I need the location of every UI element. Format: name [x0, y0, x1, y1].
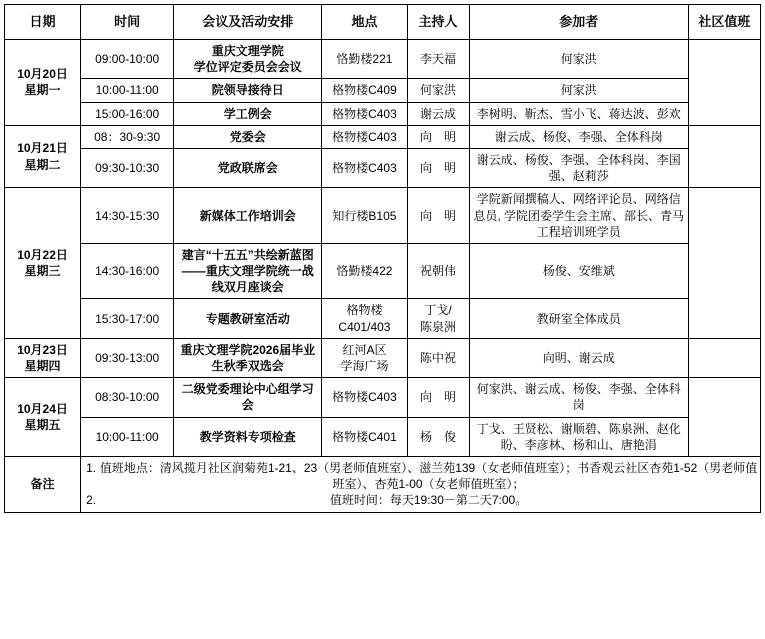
event-time-cell: 08：30-9:30	[81, 125, 174, 148]
event-location-cell: 恪勤楼422	[322, 243, 407, 299]
day-date-cell: 10月23日 星期四	[5, 338, 81, 377]
schedule-table	[4, 4, 761, 513]
event-title-cell: 建言“十五五”共绘新蓝图——重庆文理学院统一战线双月座谈会	[174, 243, 322, 299]
event-host-cell: 向 明	[407, 148, 469, 187]
event-participants-cell: 丁戈、王贤松、谢顺碧、陈泉洲、赵化盼、李彦林、杨和山、唐艳涓	[469, 417, 688, 456]
column-header-event: 会议及活动安排	[174, 5, 322, 40]
day-date-cell: 10月21日 星期二	[5, 125, 81, 188]
table-row	[5, 40, 761, 79]
table-row	[5, 148, 761, 187]
day-date-cell: 10月22日 星期三	[5, 188, 81, 339]
table-header-row	[5, 5, 761, 40]
event-time-cell: 15:00-16:00	[81, 102, 174, 125]
event-location-cell: 恪勤楼221	[322, 40, 407, 79]
event-participants-cell: 谢云成、杨俊、李强、全体科岗	[469, 125, 688, 148]
event-title-cell: 党委会	[174, 125, 322, 148]
event-host-cell: 祝朝伟	[407, 243, 469, 299]
event-location-cell: 知行楼B105	[322, 188, 407, 244]
event-host-cell: 杨 俊	[407, 417, 469, 456]
remark-content	[81, 456, 761, 512]
event-host-cell: 何家洪	[407, 79, 469, 102]
event-title-cell: 重庆文理学院 学位评定委员会会议	[174, 40, 322, 79]
event-host-cell: 谢云成	[407, 102, 469, 125]
table-row	[5, 79, 761, 102]
event-time-cell: 08:30-10:00	[81, 378, 174, 417]
event-title-cell: 党政联席会	[174, 148, 322, 187]
event-host-cell: 丁戈/ 陈泉洲	[407, 299, 469, 338]
remark-line-text: 值班时间：每天19:30－第二天7:00。	[329, 493, 528, 508]
event-participants-cell: 李树明、靳杰、雪小飞、蒋达波、彭欢	[469, 102, 688, 125]
table-row	[5, 243, 761, 299]
column-header-time: 时间	[81, 5, 174, 40]
event-host-cell: 李天福	[407, 40, 469, 79]
remark-line	[83, 460, 758, 492]
schedule-sheet	[4, 4, 761, 513]
event-host-cell: 向 明	[407, 188, 469, 244]
event-participants-cell: 杨俊、安维斌	[469, 243, 688, 299]
schedule-body	[5, 40, 761, 513]
event-time-cell: 10:00-11:00	[81, 79, 174, 102]
event-time-cell: 10:00-11:00	[81, 417, 174, 456]
event-title-cell: 专题教研室活动	[174, 299, 322, 338]
community-duty-cell	[688, 40, 760, 126]
remark-line	[83, 492, 758, 508]
remark-label: 备注	[5, 456, 81, 512]
event-participants-cell: 向明、谢云成	[469, 338, 688, 377]
event-location-cell: 格物楼 C401/403	[322, 299, 407, 338]
column-header-participants: 参加者	[469, 5, 688, 40]
remark-row	[5, 456, 761, 512]
event-time-cell: 09:30-13:00	[81, 338, 174, 377]
event-participants-cell: 教研室全体成员	[469, 299, 688, 338]
column-header-location: 地点	[322, 5, 407, 40]
event-location-cell: 格物楼C401	[322, 417, 407, 456]
column-header-date: 日期	[5, 5, 81, 40]
community-duty-cell	[688, 125, 760, 188]
remark-line-number: 1.	[86, 460, 97, 475]
table-row	[5, 188, 761, 244]
day-date-cell: 10月24日 星期五	[5, 378, 81, 457]
event-host-cell: 向 明	[407, 125, 469, 148]
table-row	[5, 338, 761, 377]
event-location-cell: 格物楼C403	[322, 378, 407, 417]
event-title-cell: 学工例会	[174, 102, 322, 125]
community-duty-cell	[688, 338, 760, 377]
day-date-cell: 10月20日 星期一	[5, 40, 81, 126]
table-row	[5, 299, 761, 338]
community-duty-cell	[688, 188, 760, 339]
event-title-cell: 教学资料专项检查	[174, 417, 322, 456]
column-header-host: 主持人	[407, 5, 469, 40]
event-title-cell: 新媒体工作培训会	[174, 188, 322, 244]
table-row	[5, 378, 761, 417]
event-participants-cell: 何家洪	[469, 40, 688, 79]
event-time-cell: 09:30-10:30	[81, 148, 174, 187]
event-host-cell: 陈中祝	[407, 338, 469, 377]
column-header-community-duty: 社区值班	[688, 5, 760, 40]
table-row	[5, 102, 761, 125]
event-time-cell: 15:30-17:00	[81, 299, 174, 338]
event-participants-cell: 何家洪	[469, 79, 688, 102]
remark-line-text: 值班地点：清风揽月社区润菊苑1-21、23（男老师值班室）、滋兰苑139（女老师值班室）；书香观云社区杏苑1-52（男老师值班室）、杏苑1-00（女老师值班室）；	[99, 460, 758, 492]
event-location-cell: 格物楼C403	[322, 102, 407, 125]
table-row	[5, 417, 761, 456]
event-location-cell: 格物楼C403	[322, 125, 407, 148]
table-row	[5, 125, 761, 148]
event-participants-cell: 学院新闻撰稿人、网络评论员、网络信息员, 学院团委学生会主席、部长、青马工程培训班学员	[469, 188, 688, 244]
remark-line-number: 2.	[86, 493, 97, 508]
event-location-cell: 格物楼C403	[322, 148, 407, 187]
event-participants-cell: 谢云成、杨俊、李强、全体科岗、李国强、赵莉莎	[469, 148, 688, 187]
event-host-cell: 向 明	[407, 378, 469, 417]
event-time-cell: 14:30-16:00	[81, 243, 174, 299]
event-location-cell: 格物楼C409	[322, 79, 407, 102]
event-title-cell: 重庆文理学院2026届毕业生秋季双选会	[174, 338, 322, 377]
event-title-cell: 院领导接待日	[174, 79, 322, 102]
event-time-cell: 14:30-15:30	[81, 188, 174, 244]
event-participants-cell: 何家洪、谢云成、杨俊、李强、全体科岗	[469, 378, 688, 417]
event-time-cell: 09:00-10:00	[81, 40, 174, 79]
event-location-cell: 红河A区 学海广场	[322, 338, 407, 377]
event-title-cell: 二级党委理论中心组学习会	[174, 378, 322, 417]
community-duty-cell	[688, 378, 760, 457]
